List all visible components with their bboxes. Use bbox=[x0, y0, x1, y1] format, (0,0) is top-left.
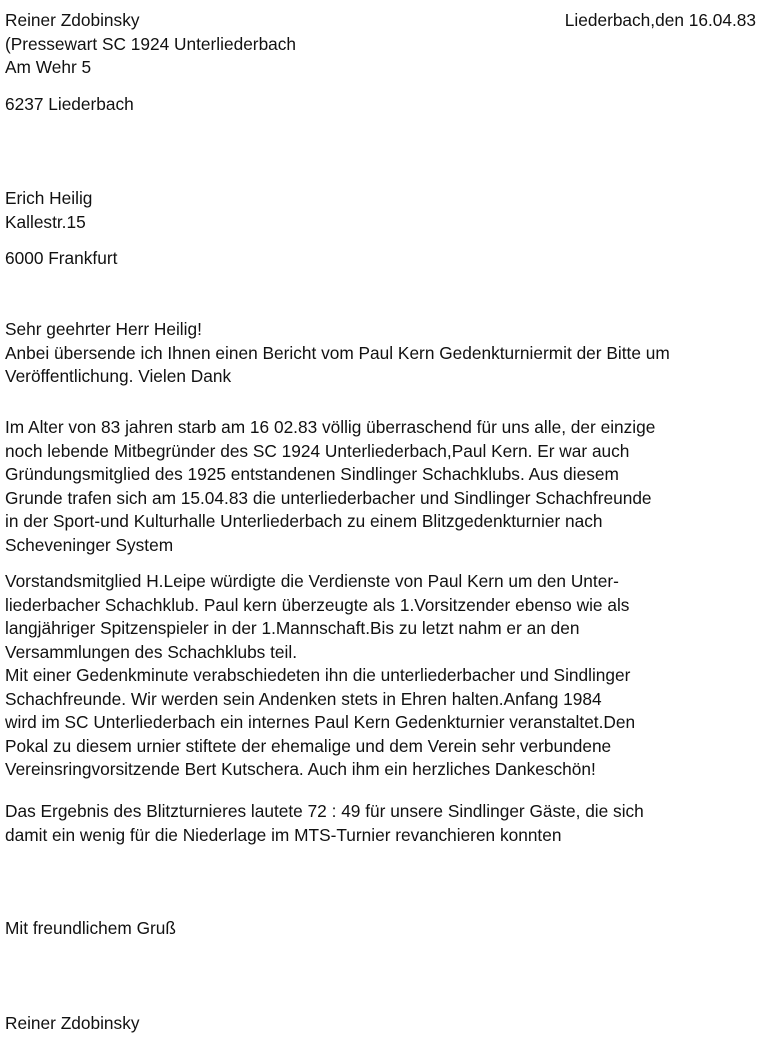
recipient-name: Erich Heilig bbox=[5, 188, 93, 208]
paragraph-line: in der Sport-und Kulturhalle Unterliederbach zu einem Blitzgedenkturnier nach bbox=[5, 511, 603, 531]
paragraph-line: Mit einer Gedenkminute verabschiedeten ihn die unterliederbacher und Sindlinger bbox=[5, 665, 631, 685]
place-date: Liederbach,den 16.04.83 bbox=[564, 10, 756, 30]
paragraph-line: Vereinsringvorsitzende Bert Kutschera. Auch ihm ein herzliches Dankeschön! bbox=[5, 759, 596, 779]
paragraph-line: noch lebende Mitbegründer des SC 1924 Unterliederbach,Paul Kern. Er war auch bbox=[5, 440, 630, 461]
closing: Mit freundlichem Gruß bbox=[5, 918, 176, 938]
intro-line: Anbei übersende ich Ihnen einen Bericht vom Paul Kern Gedenkturniermit der Bitte um bbox=[5, 342, 670, 363]
paragraph-2 bbox=[5, 570, 635, 782]
paragraph-line: liederbacher Schachklub. Paul kern überzeugte als 1.Vorsitzender ebenso wie als bbox=[5, 594, 630, 615]
recipient-address bbox=[5, 187, 92, 234]
paragraph-line: Im Alter von 83 jahren starb am 16 02.83 völlig überraschend für uns alle, der einzige bbox=[5, 417, 656, 437]
paragraph-line: Versammlungen des Schachklubs teil. bbox=[5, 641, 298, 662]
paragraph-line: wird im SC Unterliederbach ein internes Paul Kern Gedenkturnier veranstaltet.Den bbox=[5, 712, 636, 732]
sender-role: (Pressewart SC 1924 Unterliederbach bbox=[5, 33, 297, 54]
paragraph-line: Das Ergebnis des Blitzturnieres lautete 72 : 49 für unsere Sindlinger Gäste, die sich bbox=[5, 801, 644, 821]
paragraph-line: Gründungsmitglied des 1925 entstandenen Sindlinger Schachklubs. Aus diesem bbox=[5, 464, 619, 484]
recipient-street: Kallestr.15 bbox=[5, 211, 86, 232]
salutation: Sehr geehrter Herr Heilig! bbox=[5, 319, 202, 339]
paragraph-line: Scheveninger System bbox=[5, 534, 174, 555]
intro-block bbox=[5, 318, 670, 389]
paragraph-line: langjähriger Spitzenspieler in der 1.Mannschaft.Bis zu letzt nahm er an den bbox=[5, 618, 580, 638]
sender-street: Am Wehr 5 bbox=[5, 57, 92, 77]
intro-line: Veröffentlichung. Vielen Dank bbox=[5, 366, 232, 386]
paragraph-line: Pokal zu diesem urnier stiftete der ehemalige und dem Verein sehr verbundene bbox=[5, 735, 612, 756]
paragraph-line: Schachfreunde. Wir werden sein Andenken stets in Ehren halten.Anfang 1984 bbox=[5, 688, 602, 709]
signature-name: Reiner Zdobinsky bbox=[5, 1013, 140, 1033]
recipient-city: 6000 Frankfurt bbox=[5, 248, 118, 268]
paragraph-line: damit ein wenig für die Niederlage im MTS-Turnier revanchieren konnten bbox=[5, 824, 562, 845]
sender-name: Reiner Zdobinsky bbox=[5, 10, 140, 30]
paragraph-1 bbox=[5, 416, 655, 557]
sender-address bbox=[5, 9, 296, 80]
paragraph-line: Vorstandsmitglied H.Leipe würdigte die Verdienste von Paul Kern um den Unter- bbox=[5, 571, 619, 591]
paragraph-3 bbox=[5, 800, 644, 847]
sender-city: 6237 Liederbach bbox=[5, 94, 134, 114]
paragraph-line: Grunde trafen sich am 15.04.83 die unterliederbacher und Sindlinger Schachfreunde bbox=[5, 487, 652, 508]
